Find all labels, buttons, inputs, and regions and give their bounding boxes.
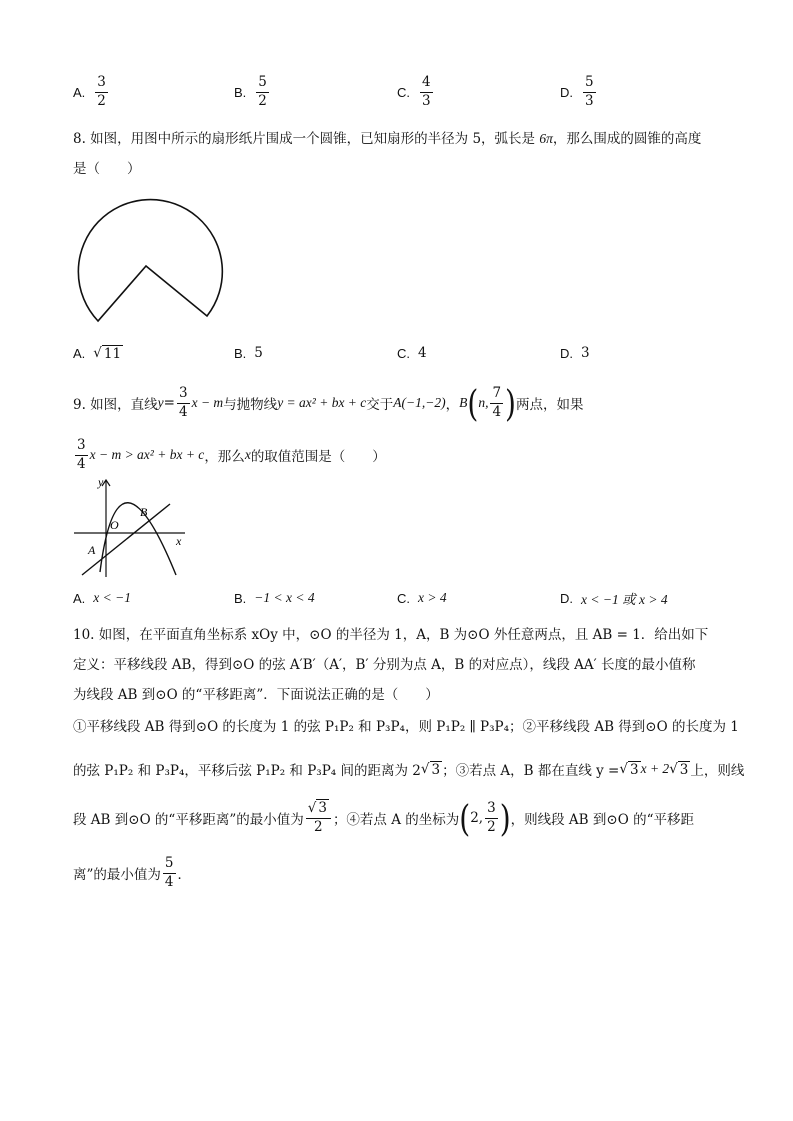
q8-option-b[interactable]: B. 5 xyxy=(234,345,263,361)
q7-option-d[interactable] xyxy=(560,76,598,108)
y-label: y xyxy=(98,475,104,489)
q9-options xyxy=(73,582,753,614)
point-b-label: B xyxy=(140,505,148,519)
q9-option-d[interactable]: D. x < −1 或 x > 4 xyxy=(560,590,668,607)
q8-option-a[interactable]: A. √ 11 xyxy=(73,345,122,362)
q10-statement-4: 离”的最小值为 $\frac{5}{4}$ ． xyxy=(73,855,191,890)
q10-line-1: 10. 如图，在平面直角坐标系 xOy 中，⊙O 的半径为 1，A，B 为⊙O 外任意两点，且 AB = 1．给出如下 xyxy=(73,627,709,643)
q9-stem-line2: $\frac{3}{4}$ x − m > ax² + bx + c ，那么 x 的取值范围是（ ） xyxy=(77,437,386,472)
fraction: $\frac{√ 3}{2}$ xyxy=(306,802,331,834)
fraction: $\frac{3}{2}$ xyxy=(487,800,496,835)
sqrt-sign: √ xyxy=(93,345,102,361)
sector-outline xyxy=(78,200,222,321)
line-graph xyxy=(82,504,170,575)
q8-option-d[interactable]: D. 3 xyxy=(560,345,590,361)
option-label: C. xyxy=(397,84,410,100)
q7-option-a[interactable] xyxy=(73,76,110,108)
sector-figure xyxy=(60,185,230,330)
origin-label: O xyxy=(110,518,119,532)
option-label: A. xyxy=(73,84,86,100)
q10-statement-2: 的弦 P₁P₂ 和 P₃P₄，平移后弦 P₁P₂ 和 P₃P₄ 间的距离为 2 √ 3 ；③若点 A，B 都在直线 y = √ 3 x + 2 √ 3 上，则线 xyxy=(73,761,745,779)
q10-stem xyxy=(73,620,708,710)
q10-line-3: 为线段 AB 到⊙O 的“平移距离”．下面说法正确的是（ ） xyxy=(73,687,439,703)
q7-options xyxy=(73,76,753,108)
parabola-curve xyxy=(100,503,176,575)
fraction: $\frac{4}{3}$ xyxy=(422,74,431,109)
fraction: $\frac{3}{4}$ xyxy=(77,437,86,472)
fraction: $\frac{5}{3}$ xyxy=(585,74,594,109)
q10-statement-3: 段 AB 到⊙O 的“平移距离”的最小值为 $\frac{√ 3}{2}$ ；④若点 A 的坐标为 ( 2, $\frac{3}{2}$ ) ，则线段 AB 到⊙O 的“平移距 xyxy=(73,796,694,840)
option-label: D. xyxy=(560,84,573,100)
fraction: $\frac{3}{4}$ xyxy=(178,385,188,420)
q8-option-c[interactable]: C. 4 xyxy=(397,345,427,361)
q8-options xyxy=(73,337,753,369)
q9-stem-line1: 9. 如图，直线 y = $\frac{3}{4}$ x − m 与抛物线 y = ax² + bx + c 交于 A(−1,−2) ， B ( n, $\frac{7}{4}$ ) 两点，如果 xyxy=(73,381,584,425)
arc-length: 6π xyxy=(539,131,553,146)
option-label: B. xyxy=(234,84,247,100)
fraction: $\frac{7}{4}$ xyxy=(492,385,502,420)
q10-statement-1: ①平移线段 AB 得到⊙O 的长度为 1 的弦 P₁P₂ 和 P₃P₄，则 P₁P₂ ∥ P₃P₄；②平移线段 AB 得到⊙O 的长度为 1 xyxy=(73,719,739,735)
q7-option-c[interactable] xyxy=(397,76,435,108)
q9-option-b[interactable]: B. −1 < x < 4 xyxy=(234,590,315,606)
fraction: $\frac{5}{2}$ xyxy=(258,74,267,109)
fraction: $\frac{3}{2}$ xyxy=(97,74,106,109)
fraction: $\frac{5}{4}$ xyxy=(164,855,174,890)
q9-option-a[interactable]: A. x < −1 xyxy=(73,590,132,606)
q9-option-c[interactable]: C. x > 4 xyxy=(397,590,447,606)
x-label: x xyxy=(176,534,182,548)
point-a-label: A xyxy=(88,543,96,557)
q9-graph xyxy=(70,472,190,582)
q10-line-2: 定义：平移线段 AB，得到⊙O 的弦 A′B′（A′，B′ 分别为点 A，B 的对应点），线段 AA′ 长度的最小值称 xyxy=(73,657,696,673)
q7-option-b[interactable] xyxy=(234,76,271,108)
q8-stem: 8. 如图，用图中所示的扇形纸片围成一个圆锥，已知扇形的半径为 5，弧长是 6π，那么围成的圆锥的高度 是（ ） xyxy=(73,131,702,177)
